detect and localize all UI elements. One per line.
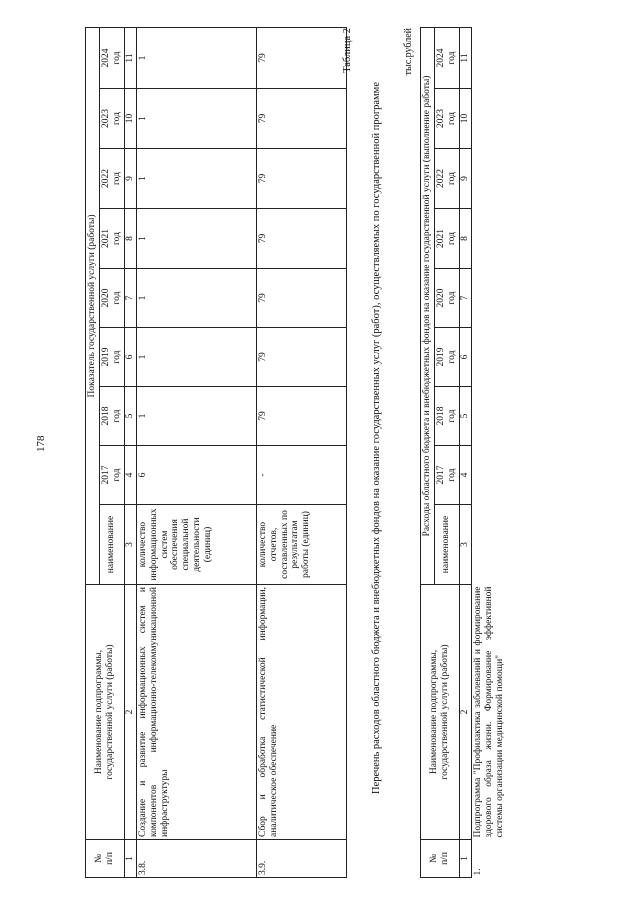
col-number: 7 bbox=[459, 269, 471, 328]
col-number: 4 bbox=[459, 446, 471, 505]
column-numbers-row bbox=[459, 27, 471, 877]
header-year: 2017 год bbox=[434, 446, 459, 505]
units-label: тыс.рублей bbox=[403, 28, 414, 76]
col-number: 7 bbox=[124, 269, 136, 328]
header-year: 2018 год bbox=[434, 387, 459, 446]
indicator-name: количество информационных систем обеспечения специальной деятельности (единиц) bbox=[136, 505, 256, 585]
page-number: 178 bbox=[35, 435, 47, 452]
table-caption: Таблица 2 bbox=[342, 28, 353, 73]
col-number: 2 bbox=[124, 585, 136, 840]
list-title: Перечень расходов областного бюджета и внебюджетных фондов на оказание государственных услуг (работ), осуществляемых по государственной программе bbox=[371, 82, 382, 794]
value-cell: - bbox=[256, 446, 346, 505]
value-cell: 1 bbox=[136, 89, 256, 149]
table-row bbox=[136, 27, 256, 877]
value-cell: 79 bbox=[256, 387, 346, 446]
row-num: 1. bbox=[472, 868, 483, 876]
col-number: 10 bbox=[124, 89, 136, 149]
service-name: Сбор и обработка статистической информации, аналитическое обеспечение bbox=[256, 585, 346, 840]
table-row bbox=[256, 27, 346, 877]
header-year: 2018 год bbox=[99, 387, 124, 446]
table-row bbox=[471, 27, 506, 877]
col-number: 5 bbox=[459, 387, 471, 446]
header-name: наименование bbox=[99, 505, 124, 585]
header-year: 2019 год bbox=[434, 328, 459, 387]
value-cell: 79 bbox=[256, 209, 346, 269]
col-number: 10 bbox=[459, 89, 471, 149]
row-num: 3.8. bbox=[136, 840, 256, 878]
col-number: 1 bbox=[124, 840, 136, 878]
value-cell: 79 bbox=[256, 328, 346, 387]
col-number: 5 bbox=[124, 387, 136, 446]
value-cell: 79 bbox=[256, 89, 346, 149]
col-number: 6 bbox=[124, 328, 136, 387]
header-year: 2022 год bbox=[434, 149, 459, 209]
header-year: 2019 год bbox=[99, 328, 124, 387]
header-year: 2020 год bbox=[434, 269, 459, 328]
col-number: 8 bbox=[459, 209, 471, 269]
expenses-table bbox=[420, 27, 506, 878]
value-cell: 79 bbox=[256, 269, 346, 328]
col-number: 4 bbox=[124, 446, 136, 505]
header-num: № п/п bbox=[421, 840, 460, 878]
header-num: № п/п bbox=[86, 840, 125, 878]
col-number: 9 bbox=[459, 149, 471, 209]
value-cell: 1 bbox=[136, 387, 256, 446]
indicators-table bbox=[85, 27, 347, 878]
value-cell: 79 bbox=[256, 149, 346, 209]
header-year: 2023 год bbox=[99, 89, 124, 149]
value-cell: 1 bbox=[136, 269, 256, 328]
header-year: 2024 год bbox=[99, 27, 124, 88]
header-year: 2021 год bbox=[99, 209, 124, 269]
col-number: 8 bbox=[124, 209, 136, 269]
col-number: 9 bbox=[124, 149, 136, 209]
indicator-name: количество отчетов, составленных по результатам работы (единиц) bbox=[256, 505, 346, 585]
col-number: 11 bbox=[124, 27, 136, 88]
value-cell: 1 bbox=[136, 209, 256, 269]
col-number: 3 bbox=[459, 505, 471, 585]
col-number: 3 bbox=[124, 505, 136, 585]
header-year: 2024 год bbox=[434, 27, 459, 88]
header-expense-group: Расходы областного бюджета и внебюджетных фондов на оказание государственной услуги (выполнение работы) bbox=[421, 27, 435, 584]
value-cell: 1 bbox=[136, 328, 256, 387]
value-cell: 6 bbox=[136, 446, 256, 505]
header-year: 2020 год bbox=[99, 269, 124, 328]
service-name: Создание и развитие информационных систем и компонентов информационно-телекоммуникационной инфраструктуры bbox=[136, 585, 256, 840]
col-number: 11 bbox=[459, 27, 471, 88]
header-year: 2023 год bbox=[434, 89, 459, 149]
header-year: 2022 год bbox=[99, 149, 124, 209]
header-year: 2017 год bbox=[99, 446, 124, 505]
column-numbers-row bbox=[124, 27, 136, 877]
col-number: 1 bbox=[459, 840, 471, 878]
col-number: 6 bbox=[459, 328, 471, 387]
header-indicator-group: Показатель государственной услуги (работы) bbox=[86, 27, 100, 584]
col-number: 2 bbox=[459, 585, 471, 840]
value-cell: 1 bbox=[136, 27, 256, 88]
header-subprogram: Наименование подпрограммы, государственной услуги (работы) bbox=[421, 585, 460, 840]
value-cell: 79 bbox=[256, 27, 346, 88]
header-subprogram: Наименование подпрограммы, государственной услуги (работы) bbox=[86, 585, 125, 840]
value-cell: 1 bbox=[136, 149, 256, 209]
header-name: наименование bbox=[434, 505, 459, 585]
service-name: Подпрограмма "Профилактика заболеваний и формирование здорового образа жизни. Формирование эффективной системы организации медицинской помощи" bbox=[472, 586, 505, 838]
header-year: 2021 год bbox=[434, 209, 459, 269]
rotated-page-content bbox=[85, 28, 525, 878]
row-num: 3.9. bbox=[256, 840, 346, 878]
